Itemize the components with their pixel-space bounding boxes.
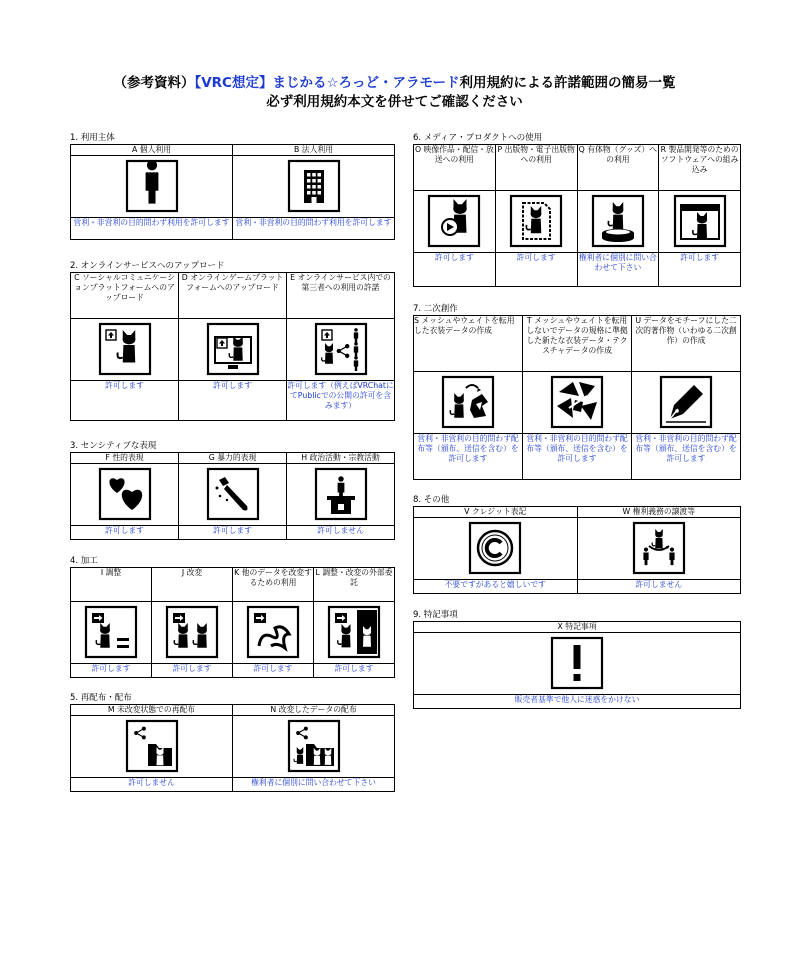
section-table	[413, 144, 741, 287]
section-label: 5. 再配布・配布	[70, 693, 132, 703]
transfer-icon	[629, 518, 689, 578]
section-8	[413, 494, 741, 594]
title-line2: 必ず利用規約本文を併せてご確認ください	[266, 94, 523, 110]
section-table	[413, 315, 741, 480]
item-e-foot: 許可します（例えばVRChatにてPublicでの公開の許可を含みます）	[287, 381, 395, 421]
software-icon	[670, 191, 730, 251]
person-icon	[122, 156, 182, 216]
item-e-head: E オンラインサービス内での第三者への利用の許諾	[287, 273, 395, 319]
section-table	[413, 621, 741, 709]
item-u-foot: 営利・非営利の目的問わず配布等（頒布、送信を含む）を許可します	[632, 434, 741, 480]
section-2	[70, 260, 395, 421]
item-g-head: G 暴力的表現	[179, 453, 287, 464]
item-q-foot: 権利者に個別に問い合わせて下さい	[577, 253, 659, 287]
item-w-foot: 許可しません	[577, 580, 741, 594]
item-p-head: P 出版物・電子出版物への利用	[495, 145, 577, 191]
section-3	[70, 440, 395, 540]
share-modified-icon	[284, 716, 344, 776]
item-m-foot: 許可しません	[71, 778, 233, 792]
clothes-icon	[438, 372, 498, 432]
exclamation-icon	[547, 633, 607, 693]
item-b-head: B 法人利用	[233, 145, 395, 156]
item-m-head: M 未改変状態での再配布	[71, 705, 233, 716]
item-a-foot: 営利・非営利の目的問わず利用を許可します	[71, 218, 233, 240]
modify-icon	[162, 602, 222, 662]
item-i-head: I 調整	[71, 568, 152, 602]
item-k-foot: 許可します	[233, 664, 314, 678]
section-7	[413, 303, 741, 480]
outsource-icon	[324, 602, 384, 662]
podium-icon	[311, 464, 371, 524]
item-a-head: A 個人利用	[71, 145, 233, 156]
reuse-icon	[243, 602, 303, 662]
item-b-foot: 営利・非営利の目的問わず利用を許可します	[233, 218, 395, 240]
pen-icon	[656, 372, 716, 432]
section-9	[413, 609, 741, 709]
texture-icon	[547, 372, 607, 432]
section-table	[413, 506, 741, 594]
title-part3: 利用規約による許諾範囲の簡易一覧	[459, 75, 676, 91]
building-icon	[284, 156, 344, 216]
item-c-foot: 許可します	[71, 381, 179, 421]
item-h-foot: 許可しません	[287, 526, 395, 540]
item-q-head: Q 有体物（グッズ）への利用	[577, 145, 659, 191]
item-f-foot: 許可します	[71, 526, 179, 540]
section-label: 2. オンラインサービスへのアップロード	[70, 261, 225, 271]
section-table	[70, 452, 395, 540]
share-users-icon	[311, 319, 371, 379]
item-n-foot: 権利者に個別に問い合わせて下さい	[233, 778, 395, 792]
section-table	[70, 272, 395, 421]
item-x-foot: 販売者基準で他人に迷惑をかけない	[414, 695, 741, 709]
section-label: 1. 利用主体	[70, 133, 115, 143]
section-4	[70, 555, 395, 678]
section-label: 3. センシティブな表現	[70, 441, 157, 451]
upload-cat-icon	[95, 319, 155, 379]
item-u-head: U データをモチーフにした二次的著作物（いわゆる二次創作）の作成	[632, 316, 741, 372]
section-5	[70, 692, 395, 792]
item-o-head: O 映像作品・配信・放送への利用	[414, 145, 496, 191]
item-x-head: X 特記事項	[414, 622, 741, 633]
adjust-icon	[81, 602, 141, 662]
item-j-head: J 改変	[152, 568, 233, 602]
section-label: 7. 二次創作	[413, 304, 458, 314]
goods-icon	[588, 191, 648, 251]
item-t-foot: 営利・非営利の目的問わず配布等（頒布、送信を含む）を許可します	[523, 434, 632, 480]
upload-monitor-icon	[203, 319, 263, 379]
item-f-head: F 性的表現	[71, 453, 179, 464]
item-o-foot: 許可します	[414, 253, 496, 287]
item-j-foot: 許可します	[152, 664, 233, 678]
section-6	[413, 132, 741, 287]
section-label: 9. 特記事項	[413, 610, 458, 620]
book-icon	[506, 191, 566, 251]
knife-icon	[203, 464, 263, 524]
section-label: 4. 加工	[70, 556, 98, 566]
item-p-foot: 許可します	[495, 253, 577, 287]
section-table	[70, 144, 395, 240]
item-l-foot: 許可します	[314, 664, 395, 678]
item-v-foot: 不要ですがあると嬉しいです	[414, 580, 578, 594]
video-icon	[424, 191, 484, 251]
item-w-head: W 権利義務の譲渡等	[577, 507, 741, 518]
item-c-head: C ソーシャルコミュニケーションプラットフォームへのアップロード	[71, 273, 179, 319]
share-folder-icon	[122, 716, 182, 776]
item-h-head: H 政治活動・宗教活動	[287, 453, 395, 464]
title-part1: （参考資料）	[113, 75, 195, 91]
section-1	[70, 132, 395, 240]
item-n-head: N 改変したデータの配布	[233, 705, 395, 716]
section-label: 6. メディア・プロダクトへの使用	[413, 133, 543, 143]
item-v-head: V クレジット表記	[414, 507, 578, 518]
item-i-foot: 許可します	[71, 664, 152, 678]
item-t-head: T メッシュやウェイトを転用しないでデータの規格に準拠した新たな衣装データ・テクスチャデータの作成	[523, 316, 632, 372]
section-table	[70, 567, 395, 678]
section-label: 8. その他	[413, 495, 450, 505]
hearts-icon	[95, 464, 155, 524]
item-k-head: K 他のデータを改変するための利用	[233, 568, 314, 602]
section-table	[70, 704, 395, 792]
item-d-head: D オンラインゲームプラットフォームへのアップロード	[179, 273, 287, 319]
item-g-foot: 許可します	[179, 526, 287, 540]
item-r-foot: 許可します	[659, 253, 741, 287]
item-l-head: L 調整・改変の外部委託	[314, 568, 395, 602]
item-d-foot: 許可します	[179, 381, 287, 421]
item-r-head: R 製品開発等のためのソフトウェアへの組み込み	[659, 145, 741, 191]
copyright-icon	[465, 518, 525, 578]
item-s-head: S メッシュやウェイトを転用した衣装データの作成	[414, 316, 523, 372]
item-s-foot: 営利・非営利の目的問わず配布等（頒布、送信を含む）を許可します	[414, 434, 523, 480]
title-part2: 【VRC想定】まじかる☆ろっど・アラモード	[194, 75, 460, 91]
